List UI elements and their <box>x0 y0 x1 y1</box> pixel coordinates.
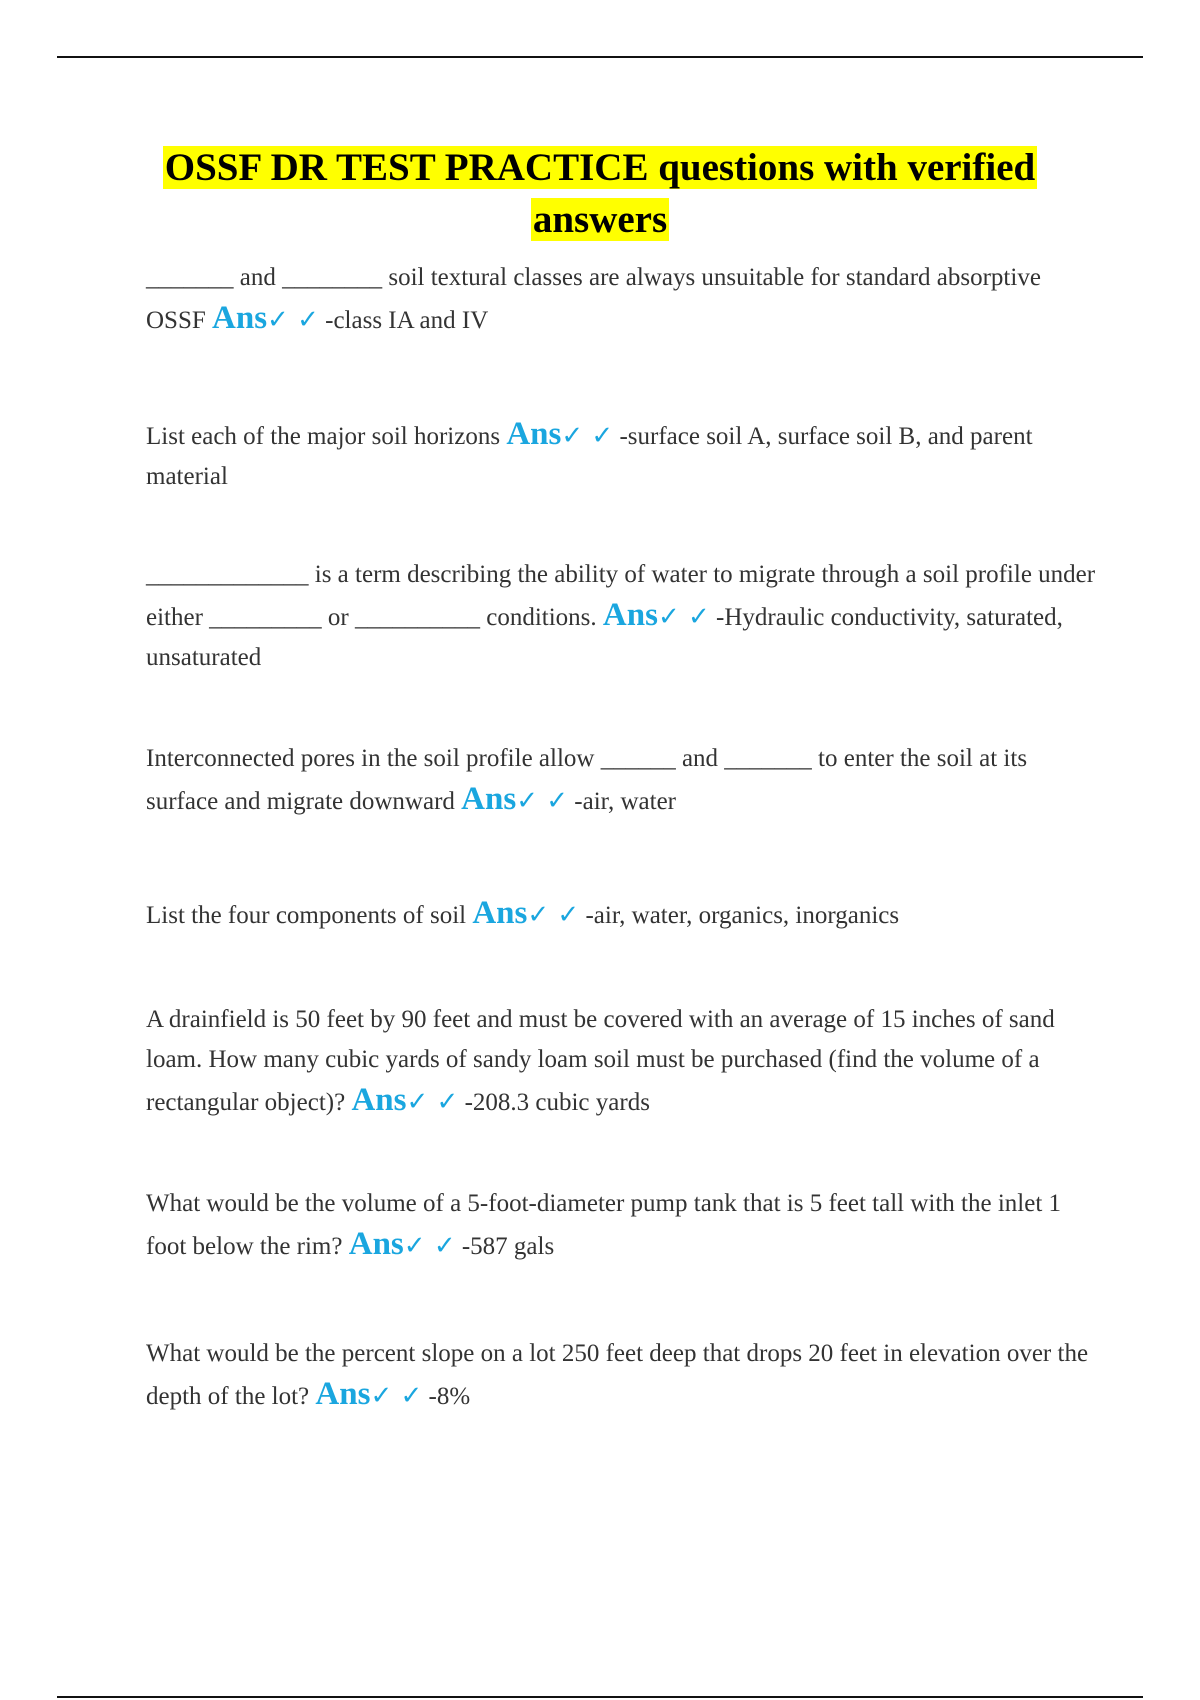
checkmark-icon: ✓ ✓ <box>516 786 569 816</box>
question-text: Interconnected pores in the soil profile allow ______ and _______ to enter the soil at its surface and migrate downward <box>146 745 1028 815</box>
ans-label: Ans <box>351 1082 407 1118</box>
qa-item-3 <box>146 555 1096 678</box>
bottom-divider <box>57 1696 1143 1698</box>
answer-text: -Hydraulic conductivity, saturated, unsaturated <box>146 604 1063 671</box>
ans-label: Ans <box>506 416 562 452</box>
qa-item-7 <box>146 1184 1096 1267</box>
answer-text: -587 gals <box>461 1233 555 1260</box>
title-line-1: OSSF DR TEST PRACTICE questions with verified <box>164 146 1036 189</box>
title-line-2: answers <box>532 198 668 241</box>
qa-item-2 <box>146 414 1096 497</box>
ans-label: Ans <box>472 895 528 931</box>
ans-label: Ans <box>315 1376 371 1412</box>
answer-text: -air, water, organics, inorganics <box>585 902 900 929</box>
question-text: What would be the volume of a 5-foot-diameter pump tank that is 5 feet tall with the inlet 1 foot below the rim? <box>146 1190 1062 1260</box>
qa-item-8 <box>146 1334 1096 1417</box>
checkmark-icon: ✓ ✓ <box>406 1087 459 1117</box>
qa-item-4 <box>146 739 1096 822</box>
question-text: List the four components of soil <box>146 902 467 929</box>
ans-label: Ans <box>348 1226 404 1262</box>
qa-item-6 <box>146 1000 1096 1123</box>
checkmark-icon: ✓ ✓ <box>561 421 614 451</box>
answer-text: -air, water <box>574 788 676 815</box>
ans-label: Ans <box>602 597 658 633</box>
checkmark-icon: ✓ ✓ <box>527 900 580 930</box>
document-title <box>0 142 1200 246</box>
answer-text: -surface soil A, surface soil B, and parent material <box>146 423 1033 490</box>
question-text: What would be the percent slope on a lot 250 feet deep that drops 20 feet in elevation over the depth of the lot? <box>146 1340 1089 1410</box>
checkmark-icon: ✓ ✓ <box>403 1231 456 1261</box>
answer-text: -class IA and IV <box>325 307 489 334</box>
qa-item-1 <box>146 258 1096 341</box>
question-text: List each of the major soil horizons <box>146 423 501 450</box>
answer-text: -208.3 cubic yards <box>464 1089 650 1116</box>
question-text: _____________ is a term describing the ability of water to migrate through a soil profile under either _________ or __________ conditions. <box>146 561 1096 631</box>
ans-label: Ans <box>212 300 268 336</box>
question-text: _______ and ________ soil textural classes are always unsuitable for standard absorptive OSSF <box>146 264 1041 334</box>
answer-text: -8% <box>428 1383 471 1410</box>
top-divider <box>57 56 1143 58</box>
ans-label: Ans <box>461 781 517 817</box>
question-text: A drainfield is 50 feet by 90 feet and must be covered with an average of 15 inches of sand loam. How many cubic yards of sandy loam soil must be purchased (find the volume of a rectangular object)? <box>146 1006 1055 1116</box>
checkmark-icon: ✓ ✓ <box>657 602 710 632</box>
checkmark-icon: ✓ ✓ <box>370 1381 423 1411</box>
qa-item-5 <box>146 893 1096 936</box>
checkmark-icon: ✓ ✓ <box>267 305 319 335</box>
